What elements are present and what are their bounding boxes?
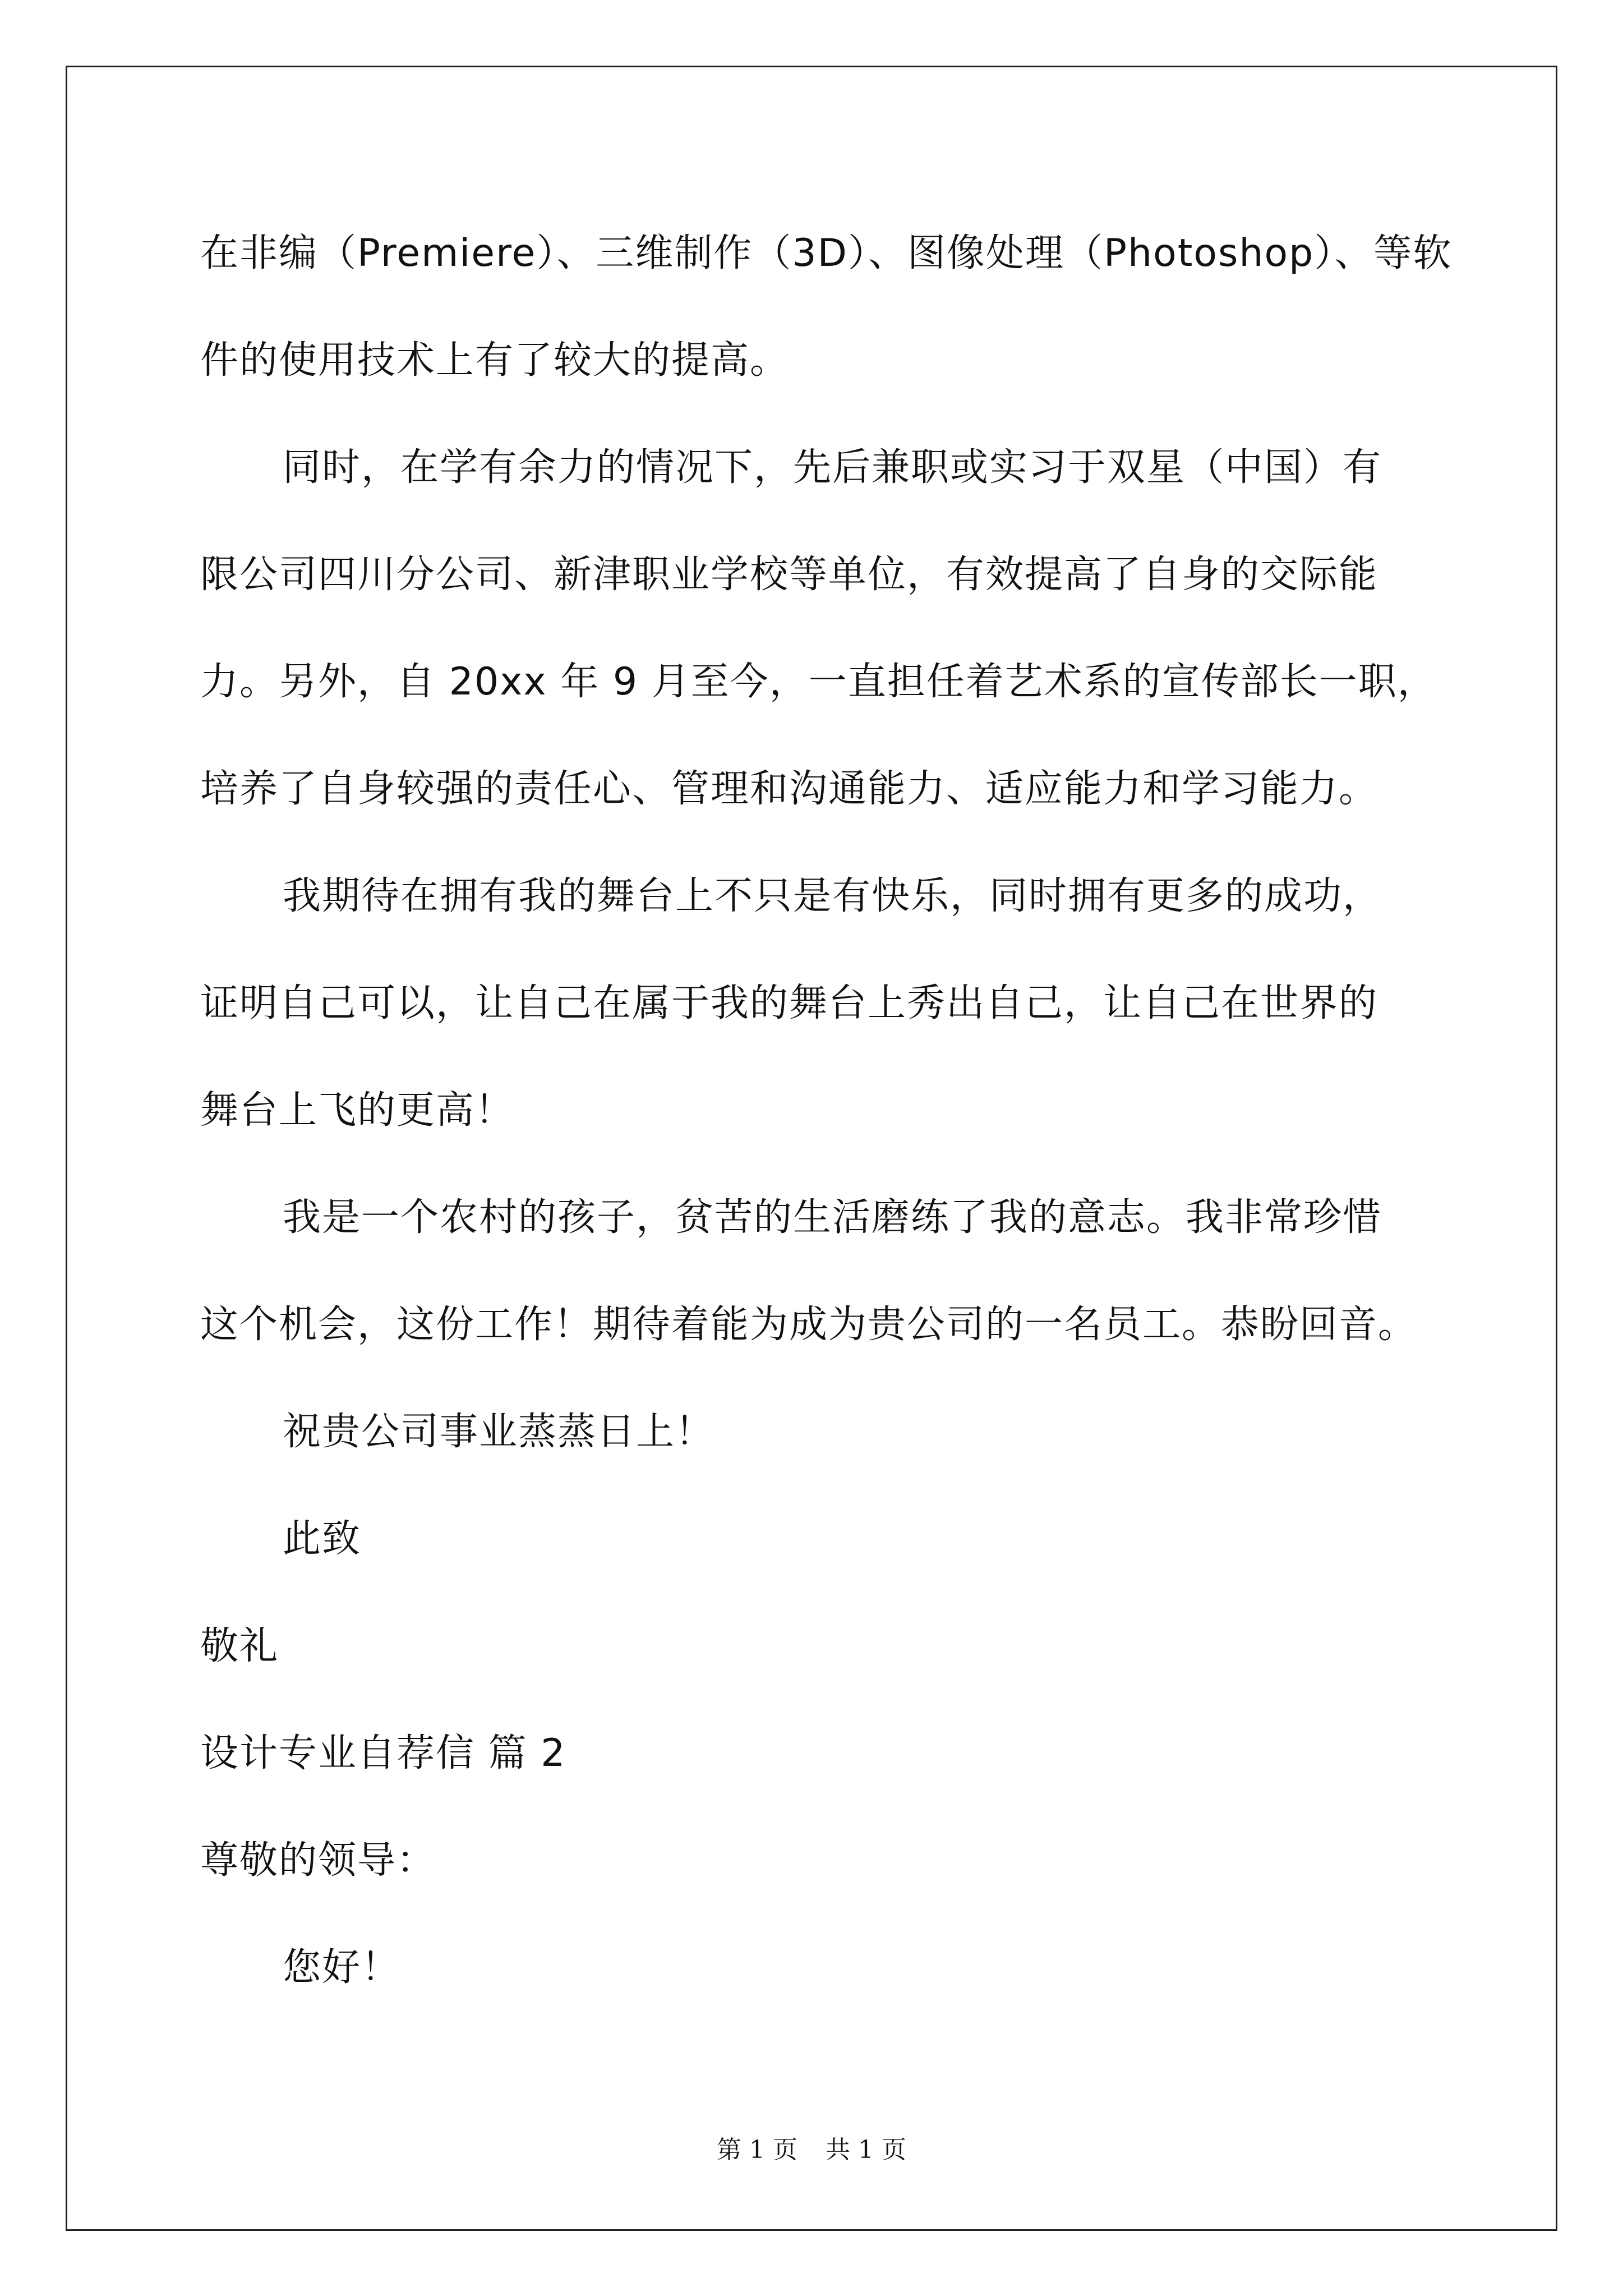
page-total: 共 1 页 xyxy=(826,2136,906,2164)
text-line-9: 舞台上飞的更高！ xyxy=(200,1088,515,1133)
text-line-12: 祝贵公司事业蒸蒸日上！ xyxy=(283,1410,715,1454)
text-line-3: 同时，在学有余力的情况下，先后兼职或实习于双星（中国）有 xyxy=(283,445,1382,490)
text-line-13: 此致 xyxy=(283,1517,362,1561)
text-line-5: 力。另外，自 20xx 年 9 月至今，一直担任着艺术系的宣传部长一职， xyxy=(200,660,1437,704)
section-heading: 设计专业自荐信 篇 2 xyxy=(200,1731,566,1775)
page-number: 第 1 页 xyxy=(717,2136,797,2164)
text-line-8: 证明自己可以，让自己在属于我的舞台上秀出自己，让自己在世界的 xyxy=(200,981,1378,1025)
page-footer xyxy=(0,2134,1623,2166)
text-line-14: 敬礼 xyxy=(200,1624,279,1668)
text-line-11: 这个机会，这份工作！期待着能为成为贵公司的一名员工。恭盼回音。 xyxy=(200,1303,1418,1347)
text-line-6: 培养了自身较强的责任心、管理和沟通能力、适应能力和学习能力。 xyxy=(200,767,1378,811)
text-line-1: 在非编（Premiere）、三维制作（3D）、图像处理（Photoshop）、等软 xyxy=(200,231,1453,275)
page-frame xyxy=(66,66,1557,2231)
text-line-10: 我是一个农村的孩子，贫苦的生活磨练了我的意志。我非常珍惜 xyxy=(283,1195,1382,1240)
text-line-4: 限公司四川分公司、新津职业学校等单位，有效提高了自身的交际能 xyxy=(200,553,1378,597)
text-line-7: 我期待在拥有我的舞台上不只是有快乐，同时拥有更多的成功， xyxy=(283,874,1382,918)
text-line-2: 件的使用技术上有了较大的提高。 xyxy=(200,338,790,383)
greeting: 您好！ xyxy=(283,1945,401,1990)
salutation: 尊敬的领导： xyxy=(200,1838,436,1883)
